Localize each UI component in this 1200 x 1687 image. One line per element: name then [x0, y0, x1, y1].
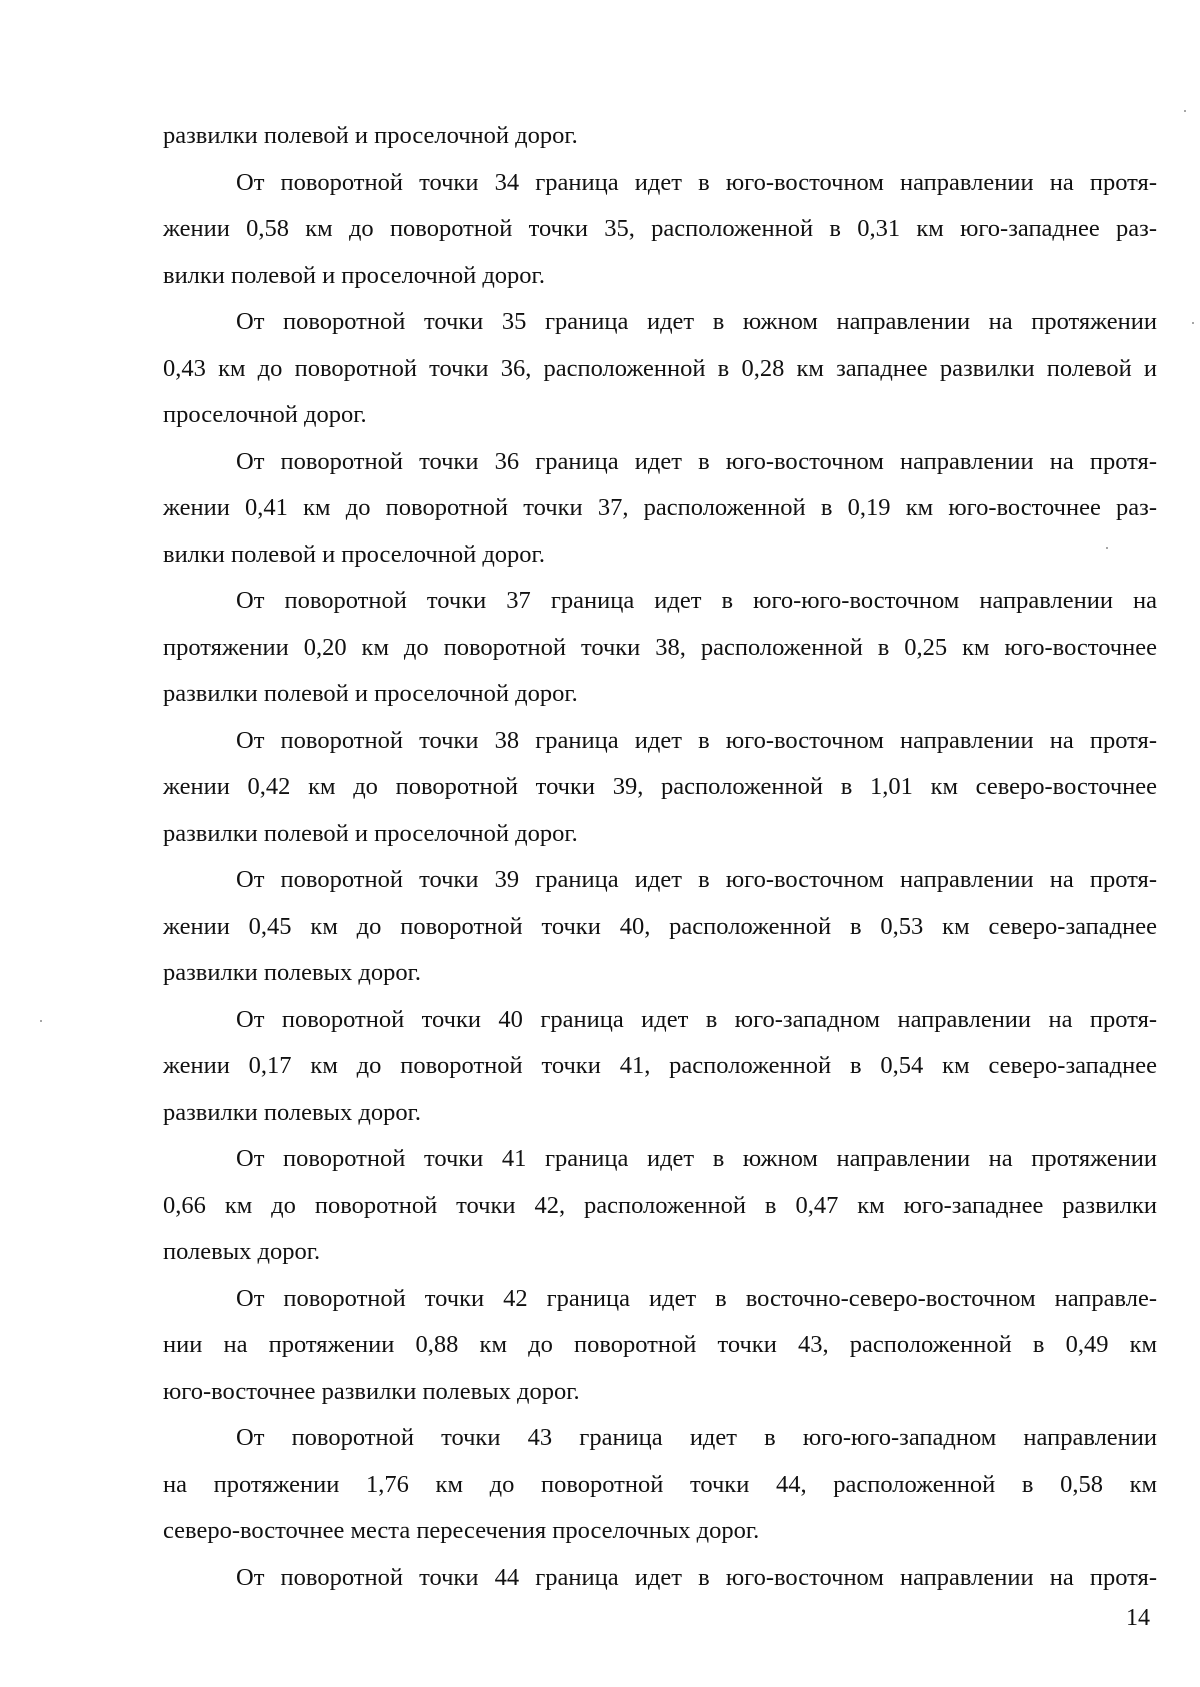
scan-speck [40, 1020, 42, 1022]
text-line: жении 0,58 км до поворотной точки 35, расположенной в 0,31 км юго-западнее раз- [163, 215, 1157, 242]
page-number: 14 [1126, 1605, 1150, 1631]
text-line: северо-восточнее места пересечения проселочных дорог. [163, 1517, 760, 1544]
text-line: жении 0,42 км до поворотной точки 39, расположенной в 1,01 км северо-восточнее [163, 773, 1157, 800]
paragraph-first-line: От поворотной точки 38 граница идет в юго-восточном направлении на протя- [236, 726, 1157, 754]
paragraph-first-line: От поворотной точки 36 граница идет в юго-восточном направлении на протя- [236, 447, 1157, 475]
text-line: 0,66 км до поворотной точки 42, расположенной в 0,47 км юго-западнее развилки [163, 1191, 1157, 1219]
text-line: нии на протяжении 0,88 км до поворотной точки 43, расположенной в 0,49 км [163, 1331, 1157, 1358]
paragraph-first-line: От поворотной точки 42 граница идет в восточно-северо-восточном направле- [236, 1284, 1157, 1312]
text-line: развилки полевых дорог. [163, 1098, 422, 1126]
text-line: юго-восточнее развилки полевых дорог. [163, 1377, 580, 1405]
paragraph-first-line: От поворотной точки 40 граница идет в юго-западном направлении на протя- [236, 1005, 1157, 1033]
text-line: развилки полевой и проселочной дорог. [163, 819, 578, 847]
text-line: развилки полевых дорог. [163, 959, 422, 986]
text-line: жении 0,41 км до поворотной точки 37, расположенной в 0,19 км юго-восточнее раз- [163, 494, 1157, 521]
paragraph-first-line: От поворотной точки 39 граница идет в юго-восточном направлении на протя- [236, 866, 1157, 893]
paragraph-first-line: От поворотной точки 44 граница идет в юго-восточном направлении на протя- [236, 1563, 1157, 1591]
paragraph-first-line: От поворотной точки 43 граница идет в юго-юго-западном направлении [236, 1424, 1157, 1451]
paragraph-first-line: От поворотной точки 41 граница идет в южном направлении на протяжении [236, 1145, 1157, 1172]
text-line: протяжении 0,20 км до поворотной точки 38, расположенной в 0,25 км юго-восточнее [163, 633, 1157, 661]
text-line: жении 0,45 км до поворотной точки 40, расположенной в 0,53 км северо-западнее [163, 912, 1157, 940]
text-line: вилки полевой и проселочной дорог. [163, 261, 545, 289]
text-line: 0,43 км до поворотной точки 36, расположенной в 0,28 км западнее развилки полевой и [163, 354, 1157, 382]
text-line: развилки полевой и проселочной дорог. [163, 680, 578, 707]
text-line: проселочной дорог. [163, 401, 367, 428]
text-line: жении 0,17 км до поворотной точки 41, расположенной в 0,54 км северо-западнее [163, 1052, 1157, 1079]
scan-speck [1192, 322, 1194, 324]
document-body [163, 113, 1157, 1601]
text-line: на протяжении 1,76 км до поворотной точки 44, расположенной в 0,58 км [163, 1470, 1157, 1498]
paragraph-first-line: От поворотной точки 37 граница идет в юго-юго-восточном направлении на [236, 587, 1157, 614]
text-line: полевых дорог. [163, 1238, 321, 1265]
scan-speck [1184, 110, 1186, 112]
paragraph-first-line: От поворотной точки 35 граница идет в южном направлении на протяжении [236, 308, 1157, 335]
paragraph-first-line: От поворотной точки 34 граница идет в юго-восточном направлении на протя- [236, 168, 1157, 196]
scan-speck [1106, 547, 1108, 549]
text-line: вилки полевой и проселочной дорог. [163, 540, 545, 568]
text-line: развилки полевой и проселочной дорог. [163, 122, 578, 149]
